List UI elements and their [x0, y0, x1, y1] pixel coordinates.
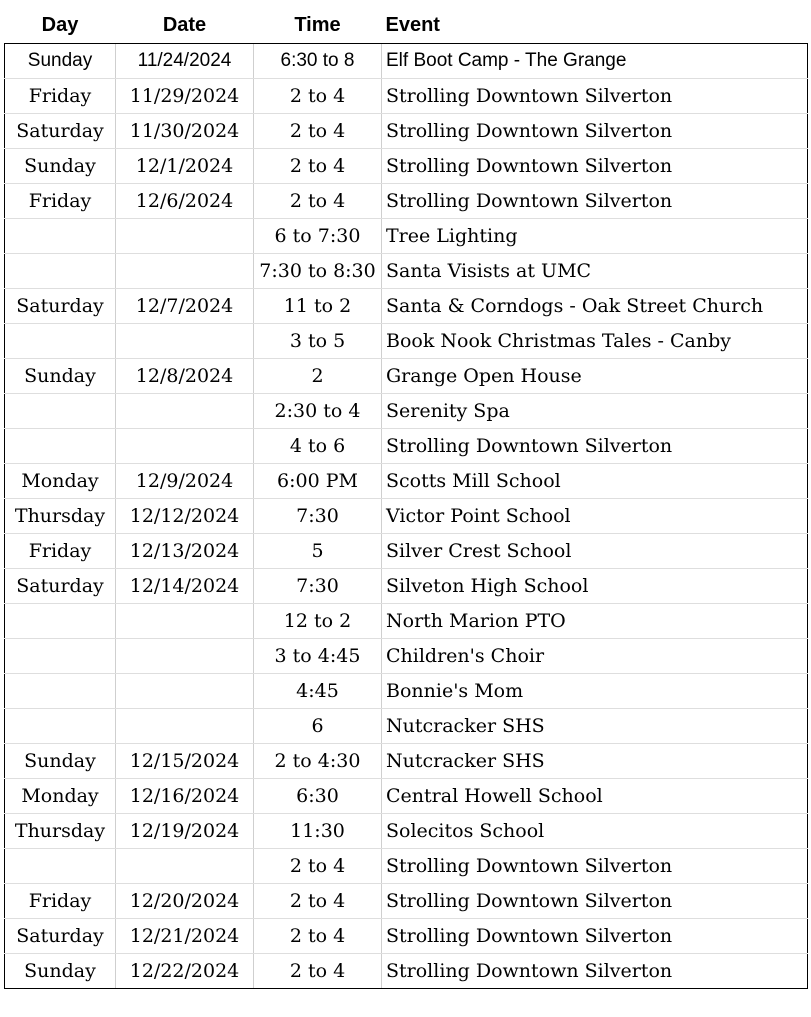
cell-date	[116, 253, 254, 288]
cell-event: Strolling Downtown Silverton	[382, 148, 808, 183]
cell-event: Strolling Downtown Silverton	[382, 918, 808, 953]
cell-time: 6 to 7:30	[254, 218, 382, 253]
cell-event: Scotts Mill School	[382, 463, 808, 498]
table-row	[5, 78, 808, 113]
cell-date: 12/12/2024	[116, 498, 254, 533]
cell-event: Tree Lighting	[382, 218, 808, 253]
event-schedule-table	[4, 8, 808, 989]
cell-day: Saturday	[5, 568, 116, 603]
cell-event: Strolling Downtown Silverton	[382, 183, 808, 218]
table-row	[5, 883, 808, 918]
header-time: Time	[254, 8, 382, 43]
table-row	[5, 568, 808, 603]
cell-time: 2 to 4	[254, 883, 382, 918]
cell-day: Saturday	[5, 288, 116, 323]
cell-event: Santa & Corndogs - Oak Street Church	[382, 288, 808, 323]
cell-time: 2 to 4	[254, 148, 382, 183]
table-row	[5, 638, 808, 673]
cell-time: 2 to 4	[254, 848, 382, 883]
cell-day	[5, 603, 116, 638]
cell-event: Strolling Downtown Silverton	[382, 883, 808, 918]
cell-time: 2	[254, 358, 382, 393]
table-row	[5, 218, 808, 253]
cell-date: 12/22/2024	[116, 953, 254, 988]
cell-time: 7:30	[254, 568, 382, 603]
cell-time: 12 to 2	[254, 603, 382, 638]
cell-time: 4 to 6	[254, 428, 382, 463]
cell-date: 12/21/2024	[116, 918, 254, 953]
cell-date	[116, 323, 254, 358]
cell-time: 6:30	[254, 778, 382, 813]
cell-day	[5, 638, 116, 673]
cell-date: 11/29/2024	[116, 78, 254, 113]
header-date: Date	[116, 8, 254, 43]
cell-day: Friday	[5, 183, 116, 218]
table-row	[5, 463, 808, 498]
cell-day	[5, 848, 116, 883]
cell-event: Nutcracker SHS	[382, 743, 808, 778]
cell-event: Central Howell School	[382, 778, 808, 813]
cell-event: Solecitos School	[382, 813, 808, 848]
header-row	[5, 8, 808, 43]
cell-day: Monday	[5, 463, 116, 498]
header-event: Event	[382, 8, 808, 43]
table-row	[5, 498, 808, 533]
cell-date: 12/13/2024	[116, 533, 254, 568]
table-row	[5, 393, 808, 428]
cell-date: 11/24/2024	[116, 43, 254, 78]
cell-event: Nutcracker SHS	[382, 708, 808, 743]
cell-day: Sunday	[5, 953, 116, 988]
cell-date	[116, 848, 254, 883]
table-row	[5, 288, 808, 323]
cell-date: 11/30/2024	[116, 113, 254, 148]
cell-date	[116, 218, 254, 253]
cell-date: 12/6/2024	[116, 183, 254, 218]
cell-date	[116, 708, 254, 743]
table-row	[5, 43, 808, 78]
cell-date	[116, 393, 254, 428]
cell-event: Children's Choir	[382, 638, 808, 673]
cell-event: Elf Boot Camp - The Grange	[382, 43, 808, 78]
cell-event: Silver Crest School	[382, 533, 808, 568]
cell-time: 6	[254, 708, 382, 743]
table-row	[5, 918, 808, 953]
table-row	[5, 848, 808, 883]
table-row	[5, 323, 808, 358]
cell-time: 3 to 5	[254, 323, 382, 358]
table-row	[5, 953, 808, 988]
cell-day	[5, 428, 116, 463]
cell-time: 6:30 to 8	[254, 43, 382, 78]
cell-day: Sunday	[5, 148, 116, 183]
cell-date: 12/16/2024	[116, 778, 254, 813]
cell-event: Strolling Downtown Silverton	[382, 78, 808, 113]
cell-time: 2 to 4	[254, 183, 382, 218]
table-row	[5, 358, 808, 393]
table-row	[5, 778, 808, 813]
cell-day: Sunday	[5, 43, 116, 78]
cell-time: 2 to 4	[254, 918, 382, 953]
cell-day: Saturday	[5, 918, 116, 953]
cell-event: Book Nook Christmas Tales - Canby	[382, 323, 808, 358]
cell-time: 5	[254, 533, 382, 568]
table-row	[5, 148, 808, 183]
cell-day: Thursday	[5, 498, 116, 533]
table-row	[5, 253, 808, 288]
table-row	[5, 183, 808, 218]
cell-day: Thursday	[5, 813, 116, 848]
cell-event: North Marion PTO	[382, 603, 808, 638]
cell-day	[5, 673, 116, 708]
cell-day	[5, 253, 116, 288]
table-row	[5, 113, 808, 148]
cell-time: 11 to 2	[254, 288, 382, 323]
cell-day	[5, 323, 116, 358]
cell-date	[116, 603, 254, 638]
cell-time: 11:30	[254, 813, 382, 848]
cell-date: 12/14/2024	[116, 568, 254, 603]
cell-date: 12/1/2024	[116, 148, 254, 183]
cell-date: 12/9/2024	[116, 463, 254, 498]
cell-day: Monday	[5, 778, 116, 813]
cell-time: 4:45	[254, 673, 382, 708]
cell-day: Sunday	[5, 358, 116, 393]
header-day: Day	[5, 8, 116, 43]
cell-date: 12/19/2024	[116, 813, 254, 848]
cell-event: Santa Visists at UMC	[382, 253, 808, 288]
cell-event: Silveton High School	[382, 568, 808, 603]
cell-day	[5, 218, 116, 253]
cell-time: 2 to 4	[254, 113, 382, 148]
cell-day	[5, 393, 116, 428]
cell-date	[116, 428, 254, 463]
cell-time: 7:30	[254, 498, 382, 533]
cell-event: Strolling Downtown Silverton	[382, 953, 808, 988]
cell-time: 2 to 4	[254, 953, 382, 988]
table-row	[5, 603, 808, 638]
table-row	[5, 428, 808, 463]
cell-time: 7:30 to 8:30	[254, 253, 382, 288]
cell-day: Friday	[5, 78, 116, 113]
cell-date: 12/20/2024	[116, 883, 254, 918]
cell-day: Saturday	[5, 113, 116, 148]
table-row	[5, 533, 808, 568]
table-row	[5, 673, 808, 708]
table-row	[5, 743, 808, 778]
cell-event: Strolling Downtown Silverton	[382, 428, 808, 463]
cell-time: 6:00 PM	[254, 463, 382, 498]
cell-day: Friday	[5, 533, 116, 568]
cell-event: Serenity Spa	[382, 393, 808, 428]
cell-date: 12/15/2024	[116, 743, 254, 778]
cell-date: 12/7/2024	[116, 288, 254, 323]
cell-time: 3 to 4:45	[254, 638, 382, 673]
cell-time: 2 to 4:30	[254, 743, 382, 778]
cell-day: Friday	[5, 883, 116, 918]
cell-date	[116, 673, 254, 708]
cell-time: 2 to 4	[254, 78, 382, 113]
cell-event: Bonnie's Mom	[382, 673, 808, 708]
cell-event: Strolling Downtown Silverton	[382, 848, 808, 883]
cell-event: Grange Open House	[382, 358, 808, 393]
cell-day	[5, 708, 116, 743]
cell-date	[116, 638, 254, 673]
cell-day: Sunday	[5, 743, 116, 778]
cell-event: Strolling Downtown Silverton	[382, 113, 808, 148]
cell-time: 2:30 to 4	[254, 393, 382, 428]
table-row	[5, 708, 808, 743]
table-row	[5, 813, 808, 848]
cell-event: Victor Point School	[382, 498, 808, 533]
cell-date: 12/8/2024	[116, 358, 254, 393]
